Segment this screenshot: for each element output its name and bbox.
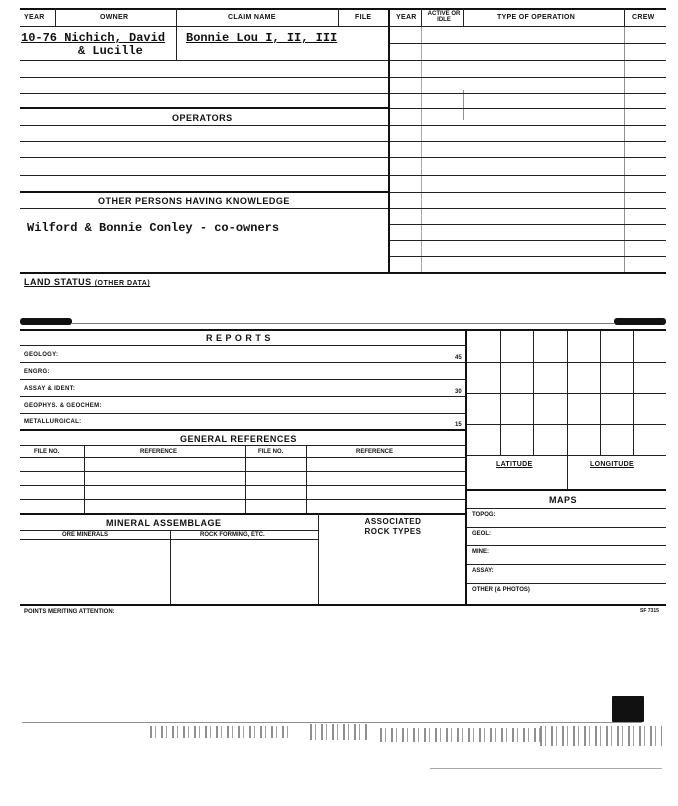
header-year-2: YEAR [396, 14, 417, 21]
row-line [20, 107, 388, 109]
associated-rock-types-heading: ASSOCIATED ROCK TYPES [364, 517, 422, 536]
row-line [20, 445, 465, 446]
report-num: 15 [455, 422, 462, 428]
maps-item-geol: GEOL: [472, 531, 491, 537]
reports-heading: R E P O R T S [206, 333, 271, 343]
scan-artifact [150, 726, 290, 738]
rock-forming-label: ROCK FORMING, ETC. [200, 532, 265, 538]
ref-col-file-no: FILE NO. [34, 449, 60, 455]
report-label-engrg: ENGRG: [24, 369, 50, 375]
row-line [20, 93, 388, 94]
grid-line [467, 424, 666, 425]
scan-artifact [380, 728, 540, 742]
row-line [20, 471, 465, 472]
header-file: FILE [355, 14, 372, 21]
other-persons-heading: OTHER PERSONS HAVING KNOWLEDGE [98, 196, 290, 206]
maps-item-topog: TOPOG: [472, 512, 496, 518]
scan-artifact [430, 768, 662, 769]
row-line [20, 396, 465, 397]
col-divider [170, 530, 171, 604]
longitude-label: LONGITUDE [590, 461, 634, 468]
col-divider [624, 26, 625, 272]
row-line [20, 125, 388, 126]
row-line [467, 583, 666, 584]
section-divider [20, 272, 666, 274]
row-line [20, 429, 465, 431]
row-line [20, 345, 465, 346]
maps-item-mine: MINE: [472, 549, 489, 555]
col-divider [55, 8, 56, 26]
owner-entry-continued: & Lucille [78, 44, 143, 58]
ref-col-file-no-2: FILE NO. [258, 449, 284, 455]
col-divider [318, 513, 319, 604]
col-divider [421, 8, 422, 26]
col-divider [463, 90, 464, 120]
report-label-assay: ASSAY & IDENT: [24, 386, 76, 392]
row-line [20, 77, 388, 78]
scan-mark [614, 318, 666, 325]
top-border [20, 8, 666, 10]
row-line [20, 499, 465, 500]
report-num: 30 [455, 389, 462, 395]
land-status-heading [24, 277, 150, 287]
header-year: YEAR [24, 14, 45, 21]
row-line [20, 604, 666, 606]
row-line [20, 175, 388, 176]
col-divider [306, 445, 307, 513]
report-label-metallurgical: METALLURGICAL: [24, 419, 82, 425]
row-line [20, 362, 465, 363]
scan-artifact [310, 724, 370, 740]
row-line [20, 141, 388, 142]
row-line [467, 508, 666, 509]
row-line [20, 191, 388, 193]
col-divider [463, 8, 464, 26]
col-divider [421, 26, 422, 272]
row-line [20, 157, 388, 158]
land-status-label: LAND STATUS [24, 277, 92, 287]
row-line [467, 564, 666, 565]
ore-minerals-label: ORE MINERALS [62, 532, 109, 538]
col-divider [388, 8, 390, 272]
header-claim-name: CLAIM NAME [228, 14, 276, 21]
report-label-geophys: GEOPHYS. & GEOCHEM: [24, 403, 102, 409]
row-line [467, 489, 666, 491]
header-crew: CREW [632, 14, 655, 21]
general-references-heading: GENERAL REFERENCES [180, 434, 297, 444]
maps-heading: MAPS [549, 495, 578, 505]
scan-mark [20, 318, 72, 325]
scan-artifact [22, 722, 642, 723]
row-line [20, 413, 465, 414]
points-meriting-attention: POINTS MERITING ATTENTION: [24, 609, 115, 615]
operators-heading: OPERATORS [172, 113, 233, 123]
maps-item-other: OTHER (& PHOTOS) [472, 587, 530, 593]
scan-mark [612, 696, 644, 722]
ref-col-reference-2: REFERENCE [356, 449, 394, 455]
ref-col-reference: REFERENCE [140, 449, 178, 455]
grid-line [467, 362, 666, 363]
col-divider [567, 455, 568, 489]
row-line [467, 527, 666, 528]
owner-entry: 10-76 Nichich, David [21, 31, 166, 45]
grid-line [467, 393, 666, 394]
header-active-idle: ACTIVE OR IDLE [427, 11, 461, 23]
col-divider [245, 445, 246, 513]
latitude-label: LATITUDE [496, 461, 533, 468]
row-line [20, 530, 318, 531]
mineral-assemblage-heading: MINERAL ASSEMBLAGE [106, 518, 222, 528]
report-num: 45 [455, 355, 462, 361]
col-divider [624, 8, 625, 26]
report-label-geology: GEOLOGY: [24, 352, 59, 358]
row-line [20, 208, 388, 209]
row-line [20, 539, 318, 540]
row-line [20, 457, 465, 458]
claim-entry: Bonnie Lou I, II, III [186, 31, 338, 45]
row-line [20, 60, 388, 61]
row-line [20, 379, 465, 380]
header-owner: OWNER [100, 14, 129, 21]
reports-top [20, 329, 666, 331]
col-divider [465, 329, 467, 604]
maps-item-assay: ASSAY: [472, 568, 494, 574]
other-persons-entry: Wilford & Bonnie Conley - co-owners [27, 221, 280, 235]
land-status-sub: (OTHER DATA) [94, 280, 151, 287]
header-type-of-operation: TYPE OF OPERATION [497, 14, 576, 21]
row-line [20, 485, 465, 486]
row-line [467, 545, 666, 546]
col-divider [84, 445, 85, 513]
col-divider [176, 8, 177, 60]
row-line [72, 323, 614, 324]
form-number: SF 7315 [640, 608, 659, 614]
scan-artifact [540, 726, 662, 746]
row-line [20, 513, 465, 515]
header-rule [20, 26, 666, 27]
col-divider [338, 8, 339, 26]
